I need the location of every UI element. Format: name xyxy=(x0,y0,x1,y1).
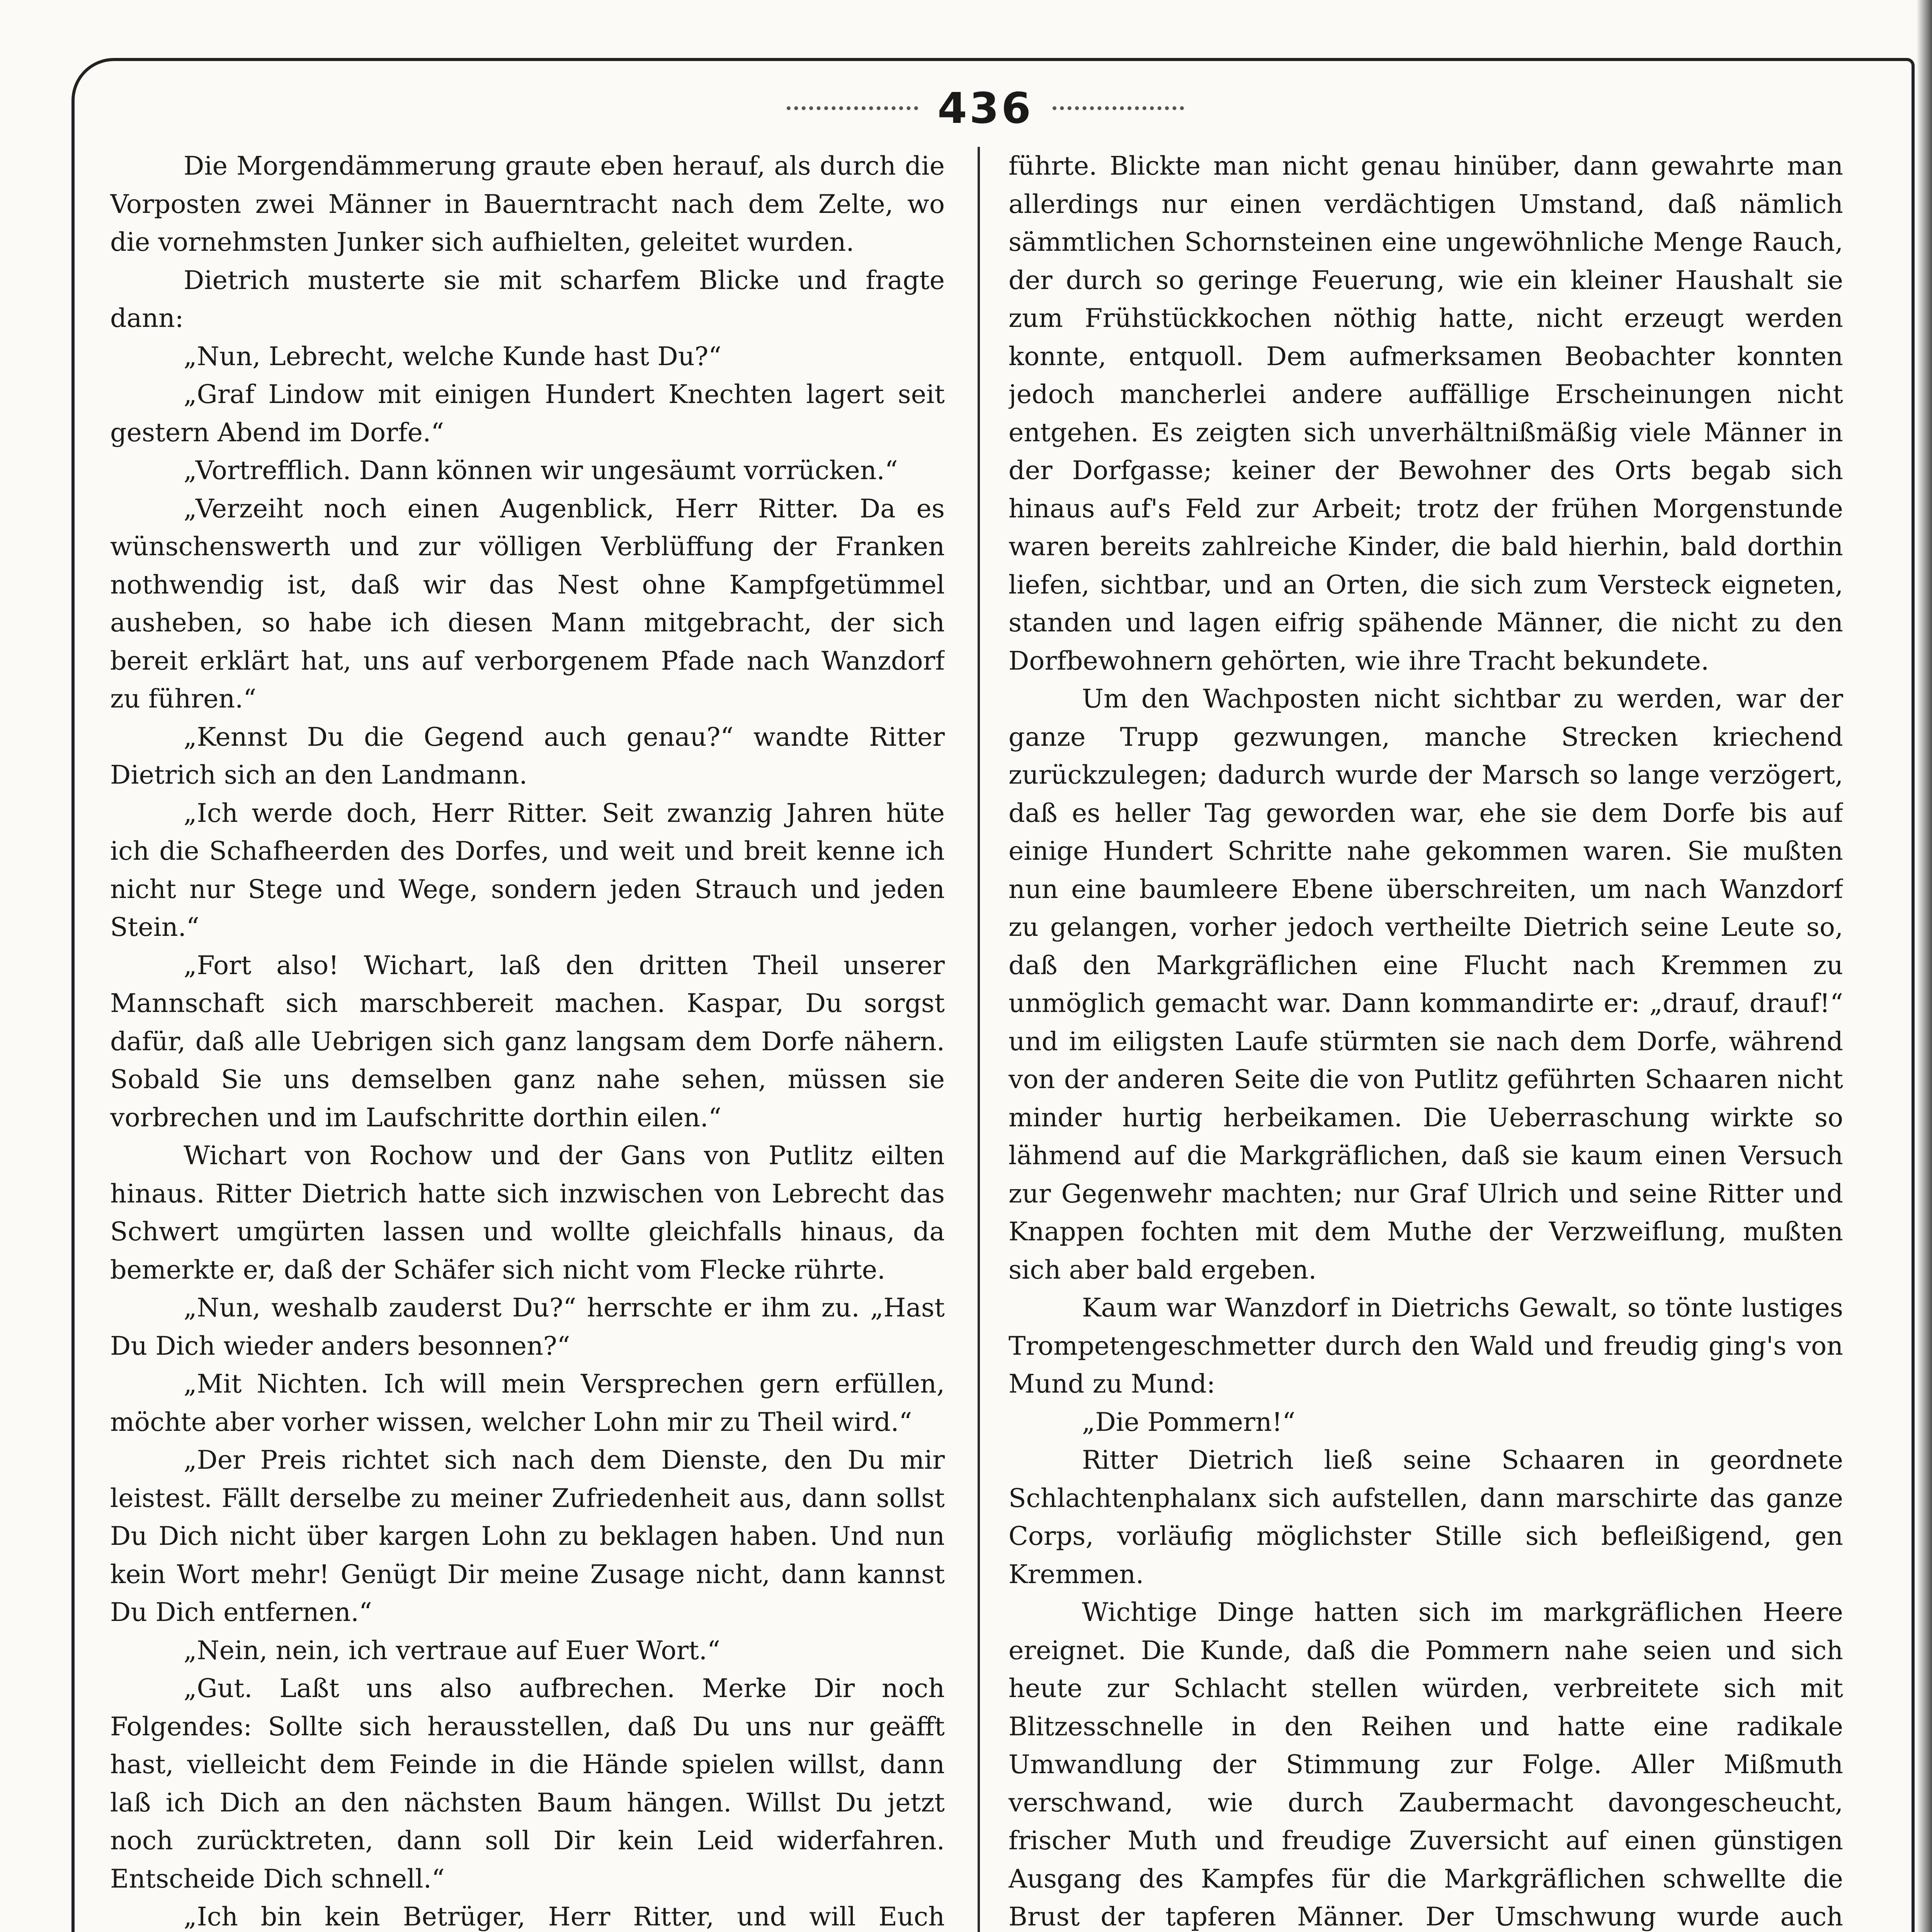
paragraph: „Kennst Du die Gegend auch genau?“ wandte Ritter Dietrich sich an den Landmann. xyxy=(110,721,945,790)
right-column xyxy=(1009,147,1843,1932)
paragraph: Die Morgendämmerung graute eben herauf, als durch die Vorposten zwei Männer in Bauerntracht nach dem Zelte, wo die vornehmsten Junker sich aufhielten, geleitet wurden. xyxy=(110,151,945,257)
paragraph: Kaum war Wanzdorf in Dietrichs Gewalt, so tönte lustiges Trompetengeschmetter durch den Wald und freudig ging's von Mund zu Mund: xyxy=(1009,1293,1843,1399)
header-ornament-right xyxy=(1053,106,1184,110)
paragraph: „Vortrefflich. Dann können wir ungesäumt vorrücken.“ xyxy=(184,455,898,485)
page-header xyxy=(773,81,1198,135)
paragraph: Ritter Dietrich ließ seine Schaaren in geordnete Schlachtenphalanx sich aufstellen, dann marschirte das ganze Corps, vorläufig möglichster Stille sich befleißigend, gen Kremmen. xyxy=(1009,1445,1843,1589)
paragraph: „Mit Nichten. Ich will mein Versprechen gern erfüllen, möchte aber vorher wissen, welcher Lohn mir zu Theil wird.“ xyxy=(110,1369,945,1437)
page-number: 436 xyxy=(937,83,1033,133)
header-ornament-left xyxy=(787,106,918,110)
left-column xyxy=(110,147,945,1932)
paragraph: Wichtige Dinge hatten sich im markgräflichen Heere ereignet. Die Kunde, daß die Pommern nahe seien und sich heute zur Schlacht stellen würden, verbreitete sich mit Blitzesschnelle in den Reihen und hatte eine radikale Umwandlung der Stimmung zur Folge. Aller Mißmuth verschwand, wie durch Zaubermacht davongescheucht, frischer Muth und freudige Zuversicht auf einen günstigen Ausgang des Kampfes für die Markgräflichen schwellte die Brust der tapferen Männer. Der Umschwung wurde auch xyxy=(1009,1597,1843,1932)
paragraph: „Nun, weshalb zauderst Du?“ herrschte er ihm zu. „Hast Du Dich wieder anders besonnen?“ xyxy=(110,1293,945,1361)
paragraph: „Graf Lindow mit einigen Hundert Knechten lagert seit gestern Abend im Dorfe.“ xyxy=(110,379,945,447)
paragraph: „Die Pommern!“ xyxy=(1082,1406,1296,1437)
paragraph: „Gut. Laßt uns also aufbrechen. Merke Dir noch Folgendes: Sollte sich herausstellen, daß Du uns nur geäfft hast, vielleicht dem Feinde in die Hände spielen willst, dann laß ich Dich an den nächsten Baum hängen. Willst Du jetzt noch zurücktreten, dann soll Dir kein Leid widerfahren. Entscheide Dich schnell.“ xyxy=(110,1673,945,1894)
paragraph: „Ich bin kein Betrüger, Herr Ritter, und will Euch xyxy=(184,1901,945,1932)
paragraph: „Nun, Lebrecht, welche Kunde hast Du?“ xyxy=(184,341,722,371)
paragraph: „Ich werde doch, Herr Ritter. Seit zwanzig Jahren hüte ich die Schafheerden des Dorfes, und weit und breit kenne ich nicht nur Stege und Wege, sondern jeden Strauch und jeden Stein.“ xyxy=(110,798,945,942)
paragraph: Um den Wachposten nicht sichtbar zu werden, war der ganze Trupp gezwungen, manche Strecken kriechend zurückzulegen; dadurch wurde der Marsch so lange verzögert, daß es heller Tag geworden war, ehe sie dem Dorfe bis auf einige Hundert Schritte nahe gekommen waren. Sie mußten nun eine baumleere Ebene überschreiten, um nach Wanzdorf zu gelangen, vorher jedoch vertheilte Dietrich seine Leute so, daß den Markgräflichen eine Flucht nach Kremmen zu unmöglich gemacht war. Dann kommandirte er: „drauf, drauf!“ und im eiligsten Laufe stürmten sie nach dem Dorfe, während von der anderen Seite die von Putlitz geführten Schaaren nicht minder hurtig herbeikamen. Die Ueberraschung wirkte so lähmend auf die Markgräflichen, daß sie kaum einen Versuch zur Gegenwehr machten; nur Graf Ulrich und seine Ritter und Knappen fochten mit dem Muthe der Verzweiflung, mußten sich aber bald ergeben. xyxy=(1009,684,1843,1285)
paragraph: „Nein, nein, ich vertraue auf Euer Wort.“ xyxy=(184,1635,720,1665)
paragraph: Dietrich musterte sie mit scharfem Blicke und fragte dann: xyxy=(110,265,945,333)
column-divider xyxy=(978,147,980,1932)
paragraph: Wichart von Rochow und der Gans von Putlitz eilten hinaus. Ritter Dietrich hatte sich inzwischen von Lebrecht das Schwert umgürten lassen und wollte gleichfalls hinaus, da bemerkte er, daß der Schäfer sich nicht vom Flecke rührte. xyxy=(110,1140,945,1285)
paragraph: „Der Preis richtet sich nach dem Dienste, den Du mir leistest. Fällt derselbe zu meiner Zufriedenheit aus, dann sollst Du Dich nicht über kargen Lohn zu beklagen haben. Und nun kein Wort mehr! Genügt Dir meine Zusage nicht, dann kannst Du Dich entfernen.“ xyxy=(110,1445,945,1627)
paragraph: „Fort also! Wichart, laß den dritten Theil unserer Mannschaft sich marschbereit machen. Kaspar, Du sorgst dafür, daß alle Uebrigen sich ganz langsam dem Dorfe nähern. Sobald Sie uns demselben ganz nahe sehen, müssen sie vorbrechen und im Laufschritte dorthin eilen.“ xyxy=(110,950,945,1133)
paragraph-continuation: führte. Blickte man nicht genau hinüber, dann gewahrte man allerdings nur einen verdächtigen Umstand, daß nämlich sämmtlichen Schornsteinen eine ungewöhnliche Menge Rauch, der durch so geringe Feuerung, wie ein kleiner Haushalt sie zum Frühstückkochen nöthig hatte, nicht erzeugt werden konnte, entquoll. Dem aufmerksamen Beobachter konnten jedoch mancherlei andere auffällige Erscheinungen nicht entgehen. Es zeigten sich unverhältnißmäßig viele Männer in der Dorfgasse; keiner der Bewohner des Orts begab sich hinaus auf's Feld zur Arbeit; trotz der frühen Morgenstunde waren bereits zahlreiche Kinder, die bald hierhin, bald dorthin liefen, sichtbar, und an Orten, die sich zum Versteck eigneten, standen und lagen eifrig spähende Männer, die nicht zu den Dorfbewohnern gehörten, wie ihre Tracht bekundete. xyxy=(1009,151,1843,676)
paragraph: „Verzeiht noch einen Augenblick, Herr Ritter. Da es wünschenswerth und zur völligen Verblüffung der Franken nothwendig ist, daß wir das Nest ohne Kampfgetümmel ausheben, so habe ich diesen Mann mitgebracht, der sich bereit erklärt hat, uns auf verborgenem Pfade nach Wanzdorf zu führen.“ xyxy=(110,493,945,714)
